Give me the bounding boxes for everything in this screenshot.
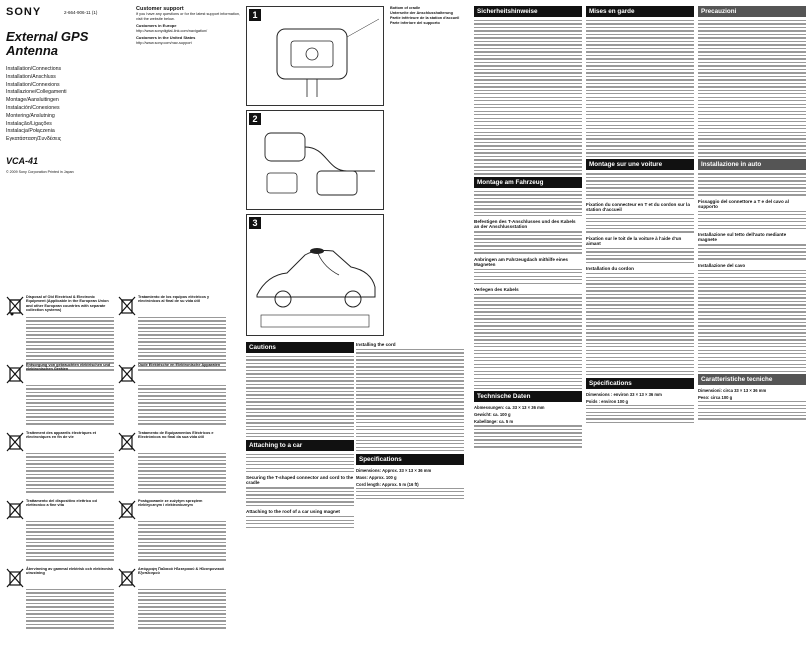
disposal-text	[26, 589, 114, 648]
section-header: Spécifications	[586, 378, 694, 389]
disposal-title: Oude Elektrische en Elektronische Apparaten	[138, 363, 221, 367]
crossed-bin-icon	[6, 567, 24, 589]
us-url[interactable]: http://www.sony.com/nav-support	[136, 40, 192, 45]
disposal-title: Trattamento del dispositivo elettrico od elettronico a fine vita	[26, 499, 97, 508]
sub-heading: Attaching to the roof of a car using magnet	[246, 509, 340, 515]
disposal-title: Postępowanie ze zużytym sprzętem elektrycznym i elektronicznym	[138, 499, 203, 508]
sub-heading: Fixation du connecteur en T et du cordon sur la station d'accueil	[586, 202, 690, 213]
section-header: Technische Daten	[474, 391, 582, 402]
diagram-3	[246, 214, 384, 336]
sub-heading: Anbringen am Fahrzeugdach mithilfe eines Magneten	[474, 256, 568, 267]
sub-heading: Securing the T-shaped connector and cord to the cradle	[246, 475, 354, 486]
sub-heading: Installing the cord	[356, 342, 396, 347]
english-col-1	[246, 342, 354, 642]
section-header: Sicherheitshinweise	[474, 6, 582, 17]
step-number: 3	[249, 217, 261, 229]
section-header: Cautions	[246, 342, 354, 353]
section-header: Mises en garde	[586, 6, 694, 17]
crossed-bin-icon	[118, 431, 136, 453]
customer-support-title: Customer support	[136, 6, 184, 12]
sub-heading: Befestigen des T-Anschlusses und des Kabels an der Anschlussstation	[474, 219, 576, 230]
disposal-item	[118, 567, 226, 648]
step-number: 2	[249, 113, 261, 125]
crossed-bin-icon	[118, 295, 136, 317]
disposal-title: Απόρριψη Παλαιού Ηλεκτρικού & Ηλεκτρονικού Εξοπλισμού	[138, 567, 225, 576]
section-header: Attaching to a car	[246, 440, 354, 451]
disposal-text	[138, 589, 226, 648]
english-col-2	[356, 342, 464, 642]
europe-label: Customers in Europe	[136, 23, 177, 29]
spec-line: Dimensions : environ 33 × 13 × 36 mm	[586, 391, 662, 397]
section-header: Montage sur une voiture	[586, 159, 694, 170]
sub-heading: Verlegen des Kabels	[474, 286, 519, 292]
spec-line: Dimensioni: circa 33 × 13 × 36 mm	[698, 388, 767, 394]
language-item: Installation/Connections	[6, 66, 62, 72]
crossed-bin-icon	[118, 363, 136, 385]
sub-heading: Fixation sur le toit de la voiture à l'aide d'un aimant	[586, 235, 682, 246]
language-item: Montage/Aansluitingen	[6, 97, 59, 104]
crossed-bin-icon	[118, 567, 136, 589]
spec-line: Abmessungen: ca. 33 × 13 × 36 mm	[474, 405, 545, 411]
us-label: Customers in the United States	[136, 35, 196, 41]
sub-heading: Installation du cordon	[586, 266, 634, 272]
product-title	[6, 30, 114, 58]
section-header: Montage am Fahrzeug	[474, 177, 582, 188]
language-item: Installation/Anschluss	[6, 73, 56, 80]
cradle-illustration	[247, 7, 383, 105]
figure-label: Bottom of cradle	[390, 6, 421, 10]
customer-support	[136, 6, 244, 46]
german-column	[474, 6, 582, 642]
section-header: Precauzioni	[698, 6, 806, 17]
diagram-2	[246, 110, 384, 210]
spec-line: Poids : environ 100 g	[586, 398, 629, 404]
spec-line: Kabellänge: ca. 5 m	[474, 419, 514, 425]
sub-heading: Fissaggio del connettore a T e del cavo al supporto	[698, 198, 789, 209]
section-header: Caratteristiche tecniche	[698, 374, 806, 385]
crossed-bin-icon	[6, 363, 24, 385]
crossed-bin-icon	[6, 499, 24, 521]
disposal-title: Återvinning av gammal elektrisk och elektronisk utrustning	[26, 567, 114, 576]
spec-line: Mass: Approx. 100 g	[356, 474, 397, 480]
step-number: 1	[249, 9, 261, 21]
document-number: 2-664-906-11 (1)	[64, 10, 98, 15]
disposal-section	[6, 295, 226, 642]
copyright: © 2009 Sony Corporation Printed in Japan	[6, 169, 74, 174]
title-line-1: External GPS	[6, 29, 89, 44]
disposal-title: Disposal of Old Electrical & Electronic Equipment (Applicable in the European Union and other European countries with separate collection systems)	[26, 295, 109, 312]
disposal-title: Tratamiento de los equipos eléctricos y electrónicos al final de su vida útil	[138, 295, 210, 304]
figure-label: Unterseite der Anschlusshalterung	[390, 11, 453, 15]
brand-logo: SONY	[6, 6, 42, 18]
customer-support-intro: If you have any questions or for the latest support information, visit the website below.	[136, 12, 241, 21]
spec-line: Peso: circa 100 g	[698, 395, 733, 401]
disposal-title: Tratamento de Equipamentos Eléctricos e Electrónicos no final da sua vida útil	[138, 431, 214, 440]
language-item: Instalação/Ligações	[6, 120, 52, 127]
spec-line: Gewicht: ca. 100 g	[474, 412, 511, 418]
language-list	[6, 66, 114, 144]
language-item: Εγκατάσταση/Συνδέσεις	[6, 136, 62, 143]
french-column	[586, 6, 694, 642]
section-header: Installazione in auto	[698, 159, 806, 170]
spec-line: Cord length: Approx. 5 m (16 ft)	[356, 481, 419, 487]
model-number: VCA-41	[6, 155, 39, 166]
figure-label: Partie inférieure de la station d'accueil	[390, 16, 460, 20]
italian-column	[698, 6, 806, 642]
crossed-bin-icon	[6, 295, 24, 317]
language-item: Instalacja/Połączenia	[6, 128, 55, 135]
disposal-title: Traitement des appareils électriques et électroniques en fin de vie	[26, 431, 97, 440]
sub-heading: Installazione sul tetto dell'auto mediante magnete	[698, 232, 787, 243]
antenna-cable-illustration	[247, 111, 383, 209]
language-item: Installazione/Collegamenti	[6, 89, 67, 96]
figure-label: Parte inferiore del supporto	[390, 21, 440, 25]
car-roof-illustration	[247, 215, 383, 335]
title-line-2: Antenna	[6, 43, 58, 58]
crossed-bin-icon	[118, 499, 136, 521]
section-header: Specifications	[356, 454, 464, 465]
language-item: Instalación/Conexiones	[6, 104, 60, 111]
spec-line: Dimensions: Approx. 33 × 13 × 36 mm	[356, 467, 432, 473]
disposal-title: Entsorgung von gebrauchten elektrischen und elektronischen Geräten	[26, 363, 111, 372]
language-item: Installation/Connexions	[6, 81, 60, 88]
language-item: Montering/Anslutning	[6, 112, 55, 119]
sub-heading: Installazione del cavo	[698, 262, 746, 268]
disposal-item	[6, 567, 114, 648]
europe-url[interactable]: http://www.sonydigital-link.com/navigation/	[136, 28, 208, 33]
diagram-1	[246, 6, 384, 106]
crossed-bin-icon	[6, 431, 24, 453]
figure-labels	[390, 6, 470, 26]
